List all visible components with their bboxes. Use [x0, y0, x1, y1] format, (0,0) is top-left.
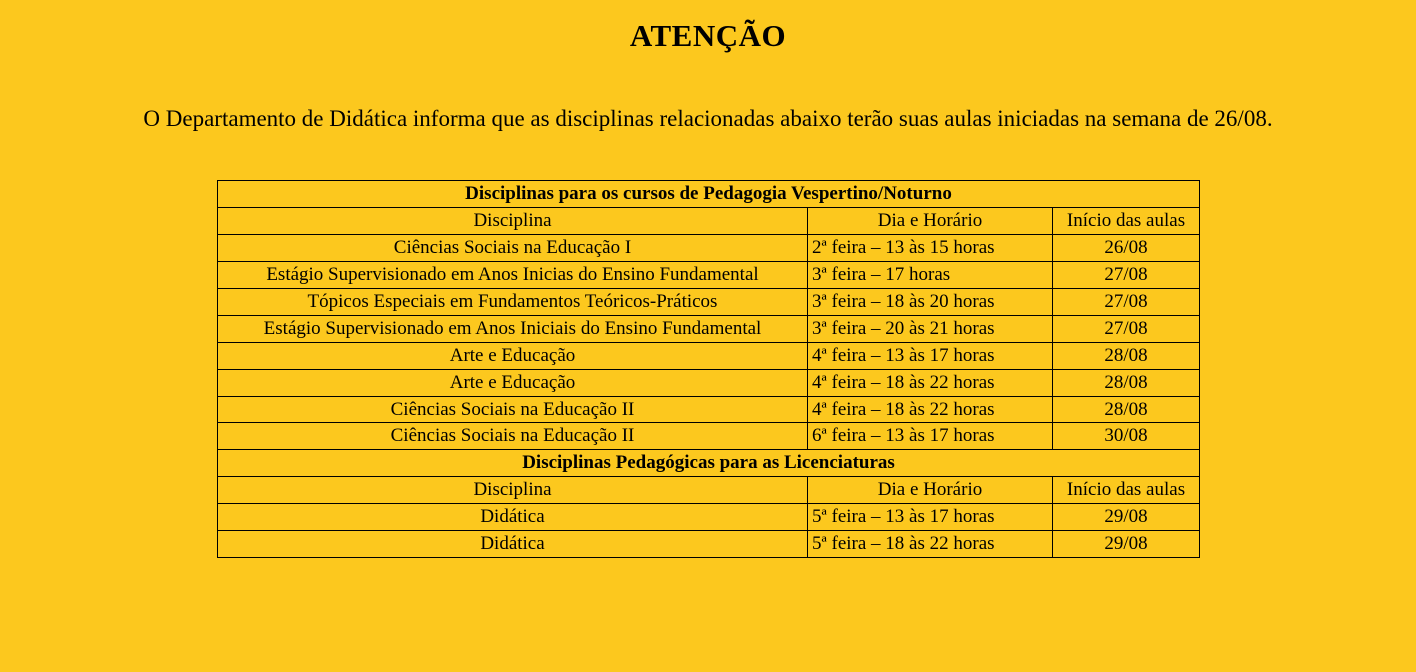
- cell-inicio: 26/08: [1053, 234, 1200, 261]
- cell-dia-horario: 4ª feira – 18 às 22 horas: [808, 369, 1053, 396]
- cell-inicio: 29/08: [1053, 531, 1200, 558]
- cell-inicio: 28/08: [1053, 342, 1200, 369]
- table-row: [218, 261, 1200, 288]
- column-header-disciplina: Disciplina: [218, 207, 808, 234]
- cell-dia-horario: 3ª feira – 18 às 20 horas: [808, 288, 1053, 315]
- column-header-row: [218, 477, 1200, 504]
- cell-dia-horario: 2ª feira – 13 às 15 horas: [808, 234, 1053, 261]
- cell-inicio: 30/08: [1053, 423, 1200, 450]
- cell-disciplina: Arte e Educação: [218, 342, 808, 369]
- table-row: [218, 315, 1200, 342]
- cell-disciplina: Estágio Supervisionado em Anos Inicias do Ensino Fundamental: [218, 261, 808, 288]
- cell-dia-horario: 3ª feira – 17 horas: [808, 261, 1053, 288]
- cell-disciplina: Ciências Sociais na Educação I: [218, 234, 808, 261]
- intro-paragraph: O Departamento de Didática informa que as disciplinas relacionadas abaixo terão suas aulas iniciadas na semana de 26/08.: [143, 106, 1273, 131]
- cell-dia-horario: 6ª feira – 13 às 17 horas: [808, 423, 1053, 450]
- cell-inicio: 27/08: [1053, 261, 1200, 288]
- column-header-disciplina: Disciplina: [218, 477, 808, 504]
- table-row: [218, 288, 1200, 315]
- schedule-table-body: [218, 181, 1200, 558]
- table-row: [218, 423, 1200, 450]
- page-title: ATENÇÃO: [629, 18, 787, 53]
- cell-disciplina: Didática: [218, 531, 808, 558]
- cell-disciplina: Tópicos Especiais em Fundamentos Teóricos-Práticos: [218, 288, 808, 315]
- schedule-table: [217, 180, 1200, 558]
- section-heading-pedagogia: Disciplinas para os cursos de Pedagogia Vespertino/Noturno: [218, 181, 1200, 208]
- schedule-table-container: [217, 132, 1199, 558]
- cell-inicio: 28/08: [1053, 396, 1200, 423]
- table-row: [218, 234, 1200, 261]
- table-row: [218, 342, 1200, 369]
- table-row: [218, 396, 1200, 423]
- column-header-row: [218, 207, 1200, 234]
- cell-disciplina: Didática: [218, 504, 808, 531]
- column-header-inicio: Início das aulas: [1053, 477, 1200, 504]
- cell-dia-horario: 4ª feira – 18 às 22 horas: [808, 396, 1053, 423]
- table-row: [218, 369, 1200, 396]
- section-heading-row: [218, 450, 1200, 477]
- column-header-inicio: Início das aulas: [1053, 207, 1200, 234]
- table-row: [218, 504, 1200, 531]
- table-row: [218, 531, 1200, 558]
- cell-inicio: 29/08: [1053, 504, 1200, 531]
- section-heading-licenciaturas: Disciplinas Pedagógicas para as Licenciaturas: [218, 450, 1200, 477]
- cell-inicio: 27/08: [1053, 288, 1200, 315]
- cell-disciplina: Ciências Sociais na Educação II: [218, 396, 808, 423]
- cell-inicio: 28/08: [1053, 369, 1200, 396]
- section-heading-row: [218, 181, 1200, 208]
- cell-inicio: 27/08: [1053, 315, 1200, 342]
- cell-disciplina: Arte e Educação: [218, 369, 808, 396]
- cell-disciplina: Estágio Supervisionado em Anos Iniciais do Ensino Fundamental: [218, 315, 808, 342]
- column-header-dia-horario: Dia e Horário: [808, 207, 1053, 234]
- column-header-dia-horario: Dia e Horário: [808, 477, 1053, 504]
- cell-dia-horario: 3ª feira – 20 às 21 horas: [808, 315, 1053, 342]
- cell-dia-horario: 4ª feira – 13 às 17 horas: [808, 342, 1053, 369]
- cell-dia-horario: 5ª feira – 18 às 22 horas: [808, 531, 1053, 558]
- cell-disciplina: Ciências Sociais na Educação II: [218, 423, 808, 450]
- cell-dia-horario: 5ª feira – 13 às 17 horas: [808, 504, 1053, 531]
